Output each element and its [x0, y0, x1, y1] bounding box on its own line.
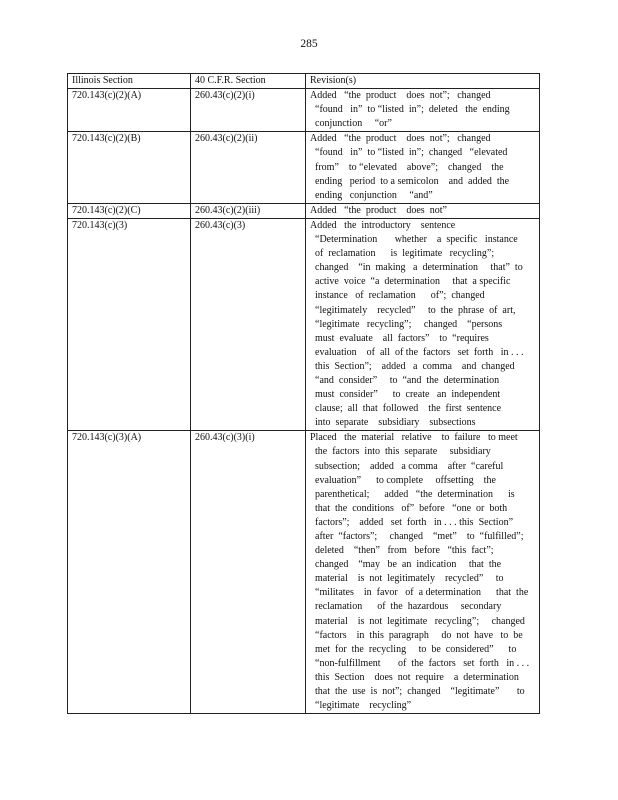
cfr-section-cell: 260.43(c)(2)(iii) — [191, 203, 306, 218]
revision-line: “militates in favor of a determination that the — [315, 587, 529, 599]
table-row — [68, 89, 540, 132]
cfr-section-cell: 260.43(c)(3)(i) — [191, 431, 306, 714]
revision-line: conjunction “or” — [315, 118, 392, 130]
revision-line: material is not legitimate recycling”; changed — [315, 615, 525, 627]
revision-line: “legitimate recycling” — [315, 700, 412, 712]
revision-line: Added “the product does not”; changed — [310, 133, 491, 145]
revision-line: must consider” to create an independent — [315, 389, 501, 401]
revision-cell — [306, 89, 540, 132]
revision-line: of reclamation is legitimate recycling”; — [315, 248, 495, 260]
illinois-section-cell: 720.143(c)(2)(A) — [68, 89, 191, 132]
header-revisions: Revision(s) — [306, 74, 540, 89]
revision-line: instance of reclamation of”; changed — [315, 290, 485, 302]
table-row — [68, 431, 540, 714]
table-header-row — [68, 74, 540, 89]
revision-line: “factors in this paragraph do not have to be — [315, 629, 523, 641]
table-row — [68, 132, 540, 203]
revision-line: must evaluate all factors” to “requires — [315, 332, 489, 344]
revision-line: “legitimate recycling”; changed “persons — [315, 318, 503, 330]
revision-line: Added “the product does not” — [310, 204, 447, 216]
revision-line: the factors into this separate subsidiary — [315, 446, 491, 458]
revision-line: Added “the product does not”; changed — [310, 90, 491, 102]
revision-line: met for the recycling to be considered” to — [315, 643, 517, 655]
illinois-section-cell: 720.143(c)(2)(C) — [68, 203, 191, 218]
revision-line: ending period to a semicolon and added the — [315, 175, 510, 187]
revision-line: clause; all that followed the first sentence — [315, 403, 502, 415]
cfr-section-cell: 260.43(c)(2)(i) — [191, 89, 306, 132]
revision-line: that the conditions of” before “one or both — [315, 502, 508, 514]
revision-cell — [306, 431, 540, 714]
revision-line: evaluation” to complete offsetting the — [315, 474, 496, 486]
revision-line: “found in” to “listed in”; deleted the ending — [315, 104, 510, 116]
revision-line: changed “in making a determination that” to — [315, 262, 523, 274]
revision-line: “non-fulfillment of the factors set forth in . . . — [315, 657, 530, 669]
illinois-section-cell: 720.143(c)(3)(A) — [68, 431, 191, 714]
revision-line: “found in” to “listed in”; changed “elevated — [315, 147, 508, 159]
revision-line: this Section does not require a determination — [315, 671, 519, 683]
revision-line: deleted “then” from before “this fact”; — [315, 545, 494, 557]
revision-line: parenthetical; added “the determination is — [315, 488, 515, 500]
revision-line: after “factors”; changed “met” to “fulfilled”; — [315, 531, 524, 542]
revision-cell — [306, 218, 540, 430]
revision-line: into separate subsidiary subsections — [315, 417, 476, 429]
cfr-section-cell: 260.43(c)(3) — [191, 218, 306, 430]
revision-line: Placed the material relative to failure to meet — [310, 432, 518, 444]
page-number: 285 — [300, 38, 318, 50]
illinois-section-cell: 720.143(c)(3) — [68, 218, 191, 430]
revision-line: reclamation of the hazardous secondary — [315, 601, 502, 613]
cfr-section-cell: 260.43(c)(2)(ii) — [191, 132, 306, 203]
revision-line: factors”; added set forth in . . . this Section” — [315, 516, 514, 528]
revision-line: that the use is not”; changed “legitimate” to — [315, 686, 525, 698]
illinois-section-cell: 720.143(c)(2)(B) — [68, 132, 191, 203]
revision-line: “and consider” to “and the determination — [315, 374, 500, 386]
revision-cell — [306, 203, 540, 218]
table-row — [68, 218, 540, 430]
revision-line: this Section”; added a comma and changed — [315, 360, 515, 372]
revision-line: “Determination whether a specific instance — [315, 234, 518, 246]
header-illinois-section: Illinois Section — [68, 74, 191, 89]
table-row — [68, 203, 540, 218]
revision-line: Added the introductory sentence — [310, 219, 456, 231]
revision-line: subsection; added a comma after “careful — [315, 460, 504, 472]
revision-line: from” to “elevated above”; changed the — [315, 161, 504, 173]
revision-line: material is not legitimately recycled” to — [315, 573, 504, 585]
revision-line: “legitimately recycled” to the phrase of art, — [315, 304, 516, 316]
revision-line: evaluation of all of the factors set forth in . . . — [315, 346, 524, 358]
revision-cell — [306, 132, 540, 203]
header-cfr-section: 40 C.F.R. Section — [191, 74, 306, 89]
revision-line: active voice “a determination that a specific — [315, 276, 511, 288]
revision-line: ending conjunction “and” — [315, 189, 433, 201]
revision-line: changed “may be an indication that the — [315, 559, 502, 571]
revisions-table — [67, 73, 540, 714]
